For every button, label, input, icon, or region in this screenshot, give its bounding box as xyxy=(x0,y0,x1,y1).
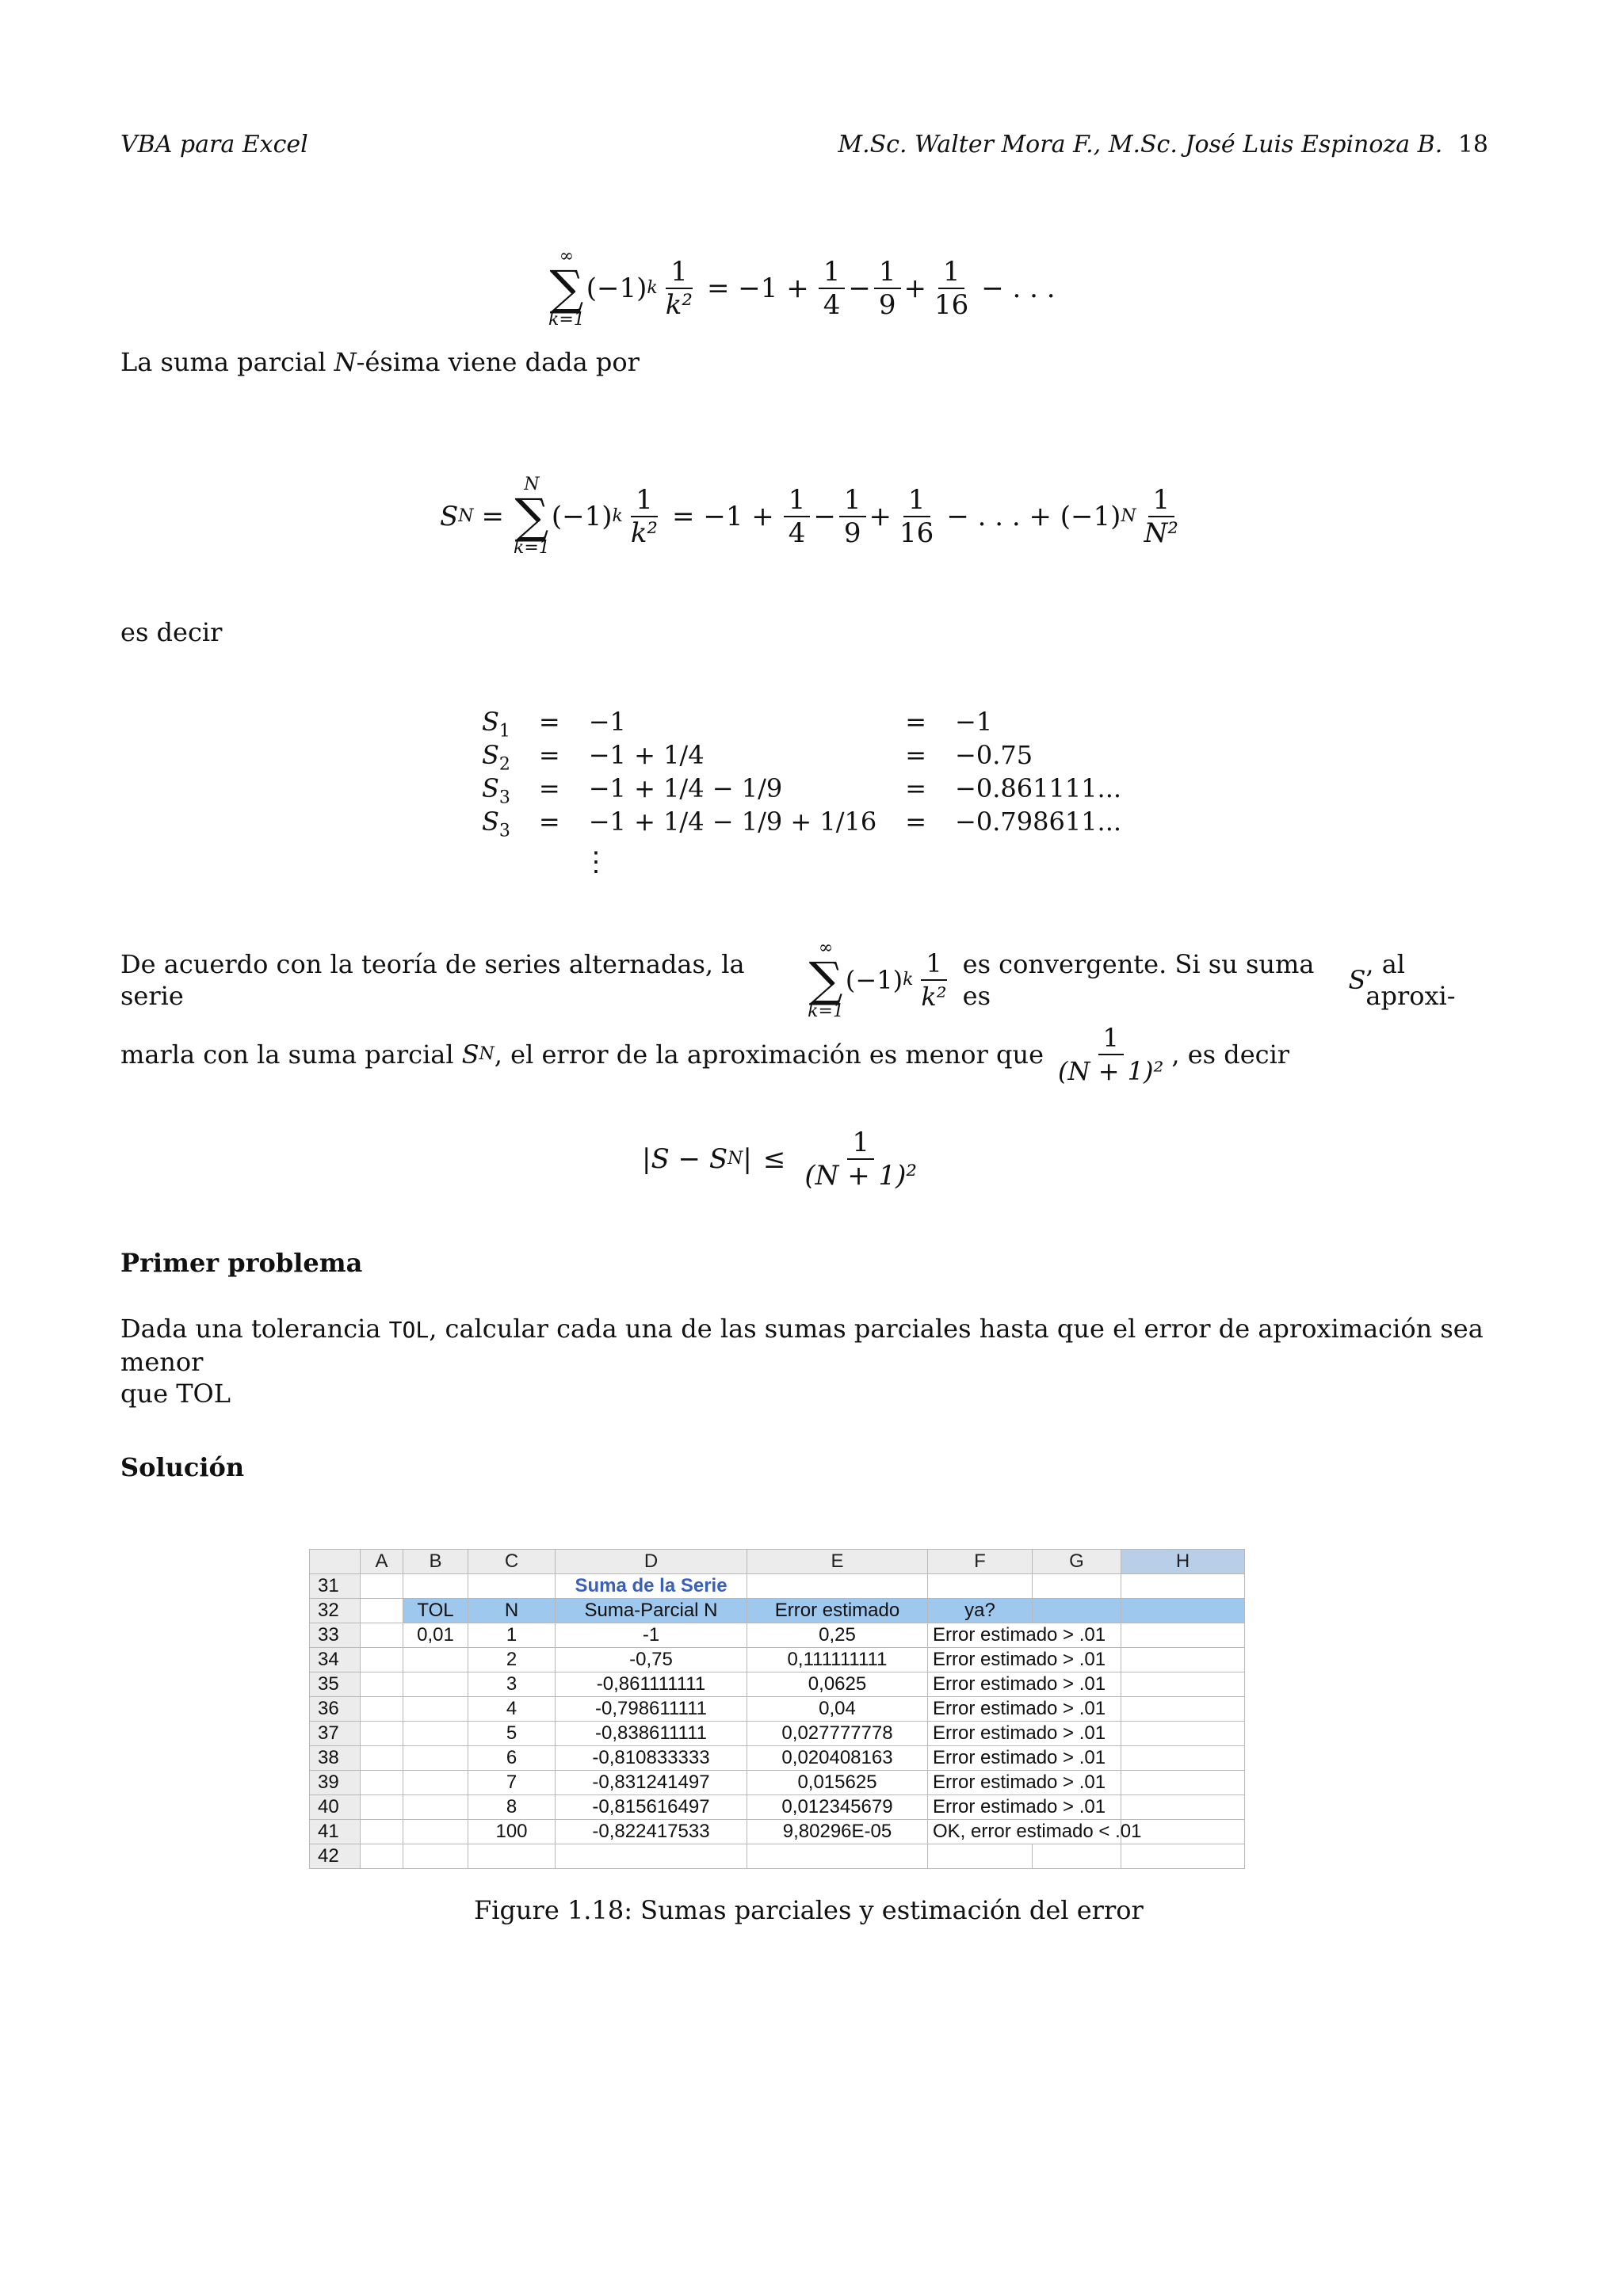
section-heading-problem: Primer problema xyxy=(120,1248,363,1278)
rhs-start: = −1 + xyxy=(672,501,774,532)
sign-term: (−1) xyxy=(586,273,647,304)
numerator: 1 xyxy=(921,948,946,981)
lhs: |S − S xyxy=(642,1143,728,1175)
summation-symbol xyxy=(514,475,550,558)
cell-error[interactable]: 0,020408163 xyxy=(747,1746,928,1771)
cell-a[interactable] xyxy=(361,1771,403,1795)
operator: + xyxy=(869,501,892,532)
row-header[interactable]: 36 xyxy=(310,1697,361,1722)
header-authors: M.Sc. Walter Mora F., M.Sc. José Luis Espinoza B. xyxy=(838,131,1443,158)
page-number: 18 xyxy=(1457,131,1488,158)
cell-n[interactable]: 3 xyxy=(468,1672,556,1697)
numerator: 1 xyxy=(903,484,930,517)
operator: ≤ xyxy=(762,1143,786,1175)
numerator: 1 xyxy=(839,484,866,517)
sheet-title-cell[interactable]: Suma de la Serie xyxy=(556,1574,747,1599)
paragraph-partial-sum xyxy=(120,346,640,378)
column-header-g[interactable]: G xyxy=(1033,1550,1121,1574)
denominator: 4 xyxy=(823,289,841,321)
cell-partial-sum[interactable]: -1 xyxy=(556,1623,747,1648)
cell-error[interactable]: 0,027777778 xyxy=(747,1722,928,1746)
cell-tol[interactable] xyxy=(403,1795,468,1820)
cell-tol[interactable] xyxy=(403,1746,468,1771)
operator: = xyxy=(481,501,505,532)
cell-h[interactable] xyxy=(1121,1844,1245,1869)
text: , el error de la aproximación es menor que xyxy=(494,1039,1044,1070)
fraction xyxy=(800,1127,922,1192)
row-header[interactable]: 41 xyxy=(310,1820,361,1844)
fraction xyxy=(1140,484,1183,549)
sigma-icon: ∑ xyxy=(808,952,843,1008)
sheet-row xyxy=(310,1746,1245,1771)
header-error[interactable]: Error estimado xyxy=(747,1599,928,1623)
ellipsis: − . . . xyxy=(981,273,1056,304)
partial-sum-expression: −1 xyxy=(588,707,626,737)
numerator: 1 xyxy=(1148,484,1175,517)
cell-status[interactable]: Error estimado > .01 xyxy=(928,1771,1121,1795)
summation-symbol xyxy=(808,939,844,1021)
cell-status[interactable]: Error estimado > .01 xyxy=(928,1672,1121,1697)
sheet-row xyxy=(310,1820,1245,1844)
partial-sum-row xyxy=(468,772,1136,805)
cell-status[interactable]: Error estimado > .01 xyxy=(928,1746,1121,1771)
text: es convergente. Si su suma es xyxy=(962,949,1315,1011)
cell-status[interactable]: Error estimado > .01 xyxy=(928,1795,1121,1820)
cell-h[interactable] xyxy=(1121,1746,1245,1771)
math-var: S xyxy=(461,1039,479,1070)
row-header[interactable]: 37 xyxy=(310,1722,361,1746)
cell-partial-sum[interactable]: -0,861111111 xyxy=(556,1672,747,1697)
column-header-e[interactable]: E xyxy=(747,1550,928,1574)
cell-error[interactable]: 9,80296E-05 xyxy=(747,1820,928,1844)
numerator: 1 xyxy=(874,256,901,289)
fraction xyxy=(916,948,951,1013)
sheet-row xyxy=(310,1574,1245,1599)
cell-a[interactable] xyxy=(361,1623,403,1648)
row-header[interactable]: 39 xyxy=(310,1771,361,1795)
partial-sum-formula: S N = N ∑ k=1 (−1) k $\frac{1}{\text{k²}}$ = −1 + $\frac{1}{4}$ − $\frac{1}{9}$ + $\frac{1}{16}$ − . . . + (−1) N $\frac{1}{\text{N²}}$ xyxy=(440,475,1186,558)
fraction xyxy=(819,256,846,321)
cell-tol[interactable] xyxy=(403,1697,468,1722)
vertical-dots: ⋮ xyxy=(582,846,609,878)
fraction xyxy=(784,484,811,549)
cell-g[interactable] xyxy=(1033,1844,1121,1869)
fraction xyxy=(1053,1022,1168,1087)
equals: = xyxy=(538,773,560,803)
header-n[interactable]: N xyxy=(468,1599,556,1623)
cell-h[interactable] xyxy=(1121,1795,1245,1820)
cell-tol[interactable] xyxy=(403,1820,468,1844)
equals: = xyxy=(905,740,927,770)
cell-error[interactable]: 0,0625 xyxy=(747,1672,928,1697)
cell-n[interactable]: 8 xyxy=(468,1795,556,1820)
cell-error[interactable]: 0,04 xyxy=(747,1697,928,1722)
cell-error[interactable]: 0,111111111 xyxy=(747,1648,928,1672)
sum-lower-limit: k=1 xyxy=(808,1001,844,1021)
cell-b[interactable] xyxy=(403,1844,468,1869)
cell-partial-sum[interactable]: -0,810833333 xyxy=(556,1746,747,1771)
denominator: 9 xyxy=(878,289,896,321)
corner-cell[interactable] xyxy=(310,1550,361,1574)
partial-sum-value: −1 xyxy=(955,707,993,737)
cell-b[interactable] xyxy=(403,1574,468,1599)
cell-h[interactable] xyxy=(1121,1697,1245,1722)
cell-a[interactable] xyxy=(361,1672,403,1697)
equals: = xyxy=(538,707,560,737)
partial-sum-expression: −1 + 1/4 − 1/9 xyxy=(588,773,783,803)
cell-h[interactable] xyxy=(1121,1648,1245,1672)
numerator: 1 xyxy=(819,256,846,289)
cell-a[interactable] xyxy=(361,1844,403,1869)
spreadsheet-figure xyxy=(309,1549,1244,1867)
column-header-b[interactable]: B xyxy=(403,1550,468,1574)
partial-sum-value: −0.861111... xyxy=(955,773,1122,803)
cell-partial-sum[interactable]: -0,815616497 xyxy=(556,1795,747,1820)
sum-lower-limit: k=1 xyxy=(548,310,585,330)
cell-partial-sum[interactable]: -0,75 xyxy=(556,1648,747,1672)
math-var: S xyxy=(1348,965,1366,995)
cell-a[interactable] xyxy=(361,1820,403,1844)
operator: − xyxy=(848,273,871,304)
paragraph-problem xyxy=(120,1313,1499,1409)
cell-status[interactable]: Error estimado > .01 xyxy=(928,1722,1121,1746)
partial-sum-row xyxy=(468,738,1136,772)
sum-upper-limit: ∞ xyxy=(559,246,575,266)
denominator: N² xyxy=(1144,517,1179,549)
denominator: k² xyxy=(665,289,693,321)
ellipsis-term: − . . . + (−1) xyxy=(946,501,1121,532)
cell-error[interactable]: 0,25 xyxy=(747,1623,928,1648)
text: , es decir xyxy=(1171,1039,1290,1070)
cell-a[interactable] xyxy=(361,1697,403,1722)
sheet-row xyxy=(310,1795,1245,1820)
sigma-icon: ∑ xyxy=(549,261,584,316)
denominator: k² xyxy=(630,517,659,549)
cell-status[interactable]: Error estimado > .01 xyxy=(928,1697,1121,1722)
header-sum[interactable]: Suma-Parcial N xyxy=(556,1599,747,1623)
cell-status[interactable]: OK, error estimado < .01 xyxy=(928,1820,1121,1844)
text: -ésima viene dada por xyxy=(356,347,640,377)
equals: = xyxy=(538,807,560,837)
cell-tol[interactable] xyxy=(403,1722,468,1746)
math-var: N xyxy=(334,347,357,377)
row-header[interactable]: 42 xyxy=(310,1844,361,1869)
numerator: 1 xyxy=(784,484,811,517)
fraction xyxy=(661,256,697,321)
sign-term: (−1) xyxy=(845,965,903,995)
operator: − xyxy=(813,501,836,532)
partial-sum-label: $S_3$ xyxy=(482,807,510,841)
cell-n[interactable]: 5 xyxy=(468,1722,556,1746)
sigma-icon: ∑ xyxy=(514,489,549,544)
denominator: 9 xyxy=(843,517,861,549)
cell-a[interactable] xyxy=(361,1722,403,1746)
cell-a[interactable] xyxy=(361,1599,403,1623)
cell-a[interactable] xyxy=(361,1746,403,1771)
cell-e[interactable] xyxy=(747,1574,928,1599)
paragraph-error-bound: marla con la suma parcial S N , el error de la aproximación es menor que $\frac{1}{\text{(N + 1)²}}$ , es decir xyxy=(120,1023,1290,1086)
cell-f[interactable] xyxy=(928,1574,1033,1599)
numerator: 1 xyxy=(666,256,693,289)
sheet-row xyxy=(310,1672,1245,1697)
paragraph-es-decir: es decir xyxy=(120,617,223,647)
abs-bar: | xyxy=(743,1143,752,1175)
running-header-right xyxy=(838,131,1488,158)
cell-tol[interactable]: 0,01 xyxy=(403,1623,468,1648)
text: De acuerdo con la teoría de series alternadas, la serie xyxy=(120,949,745,1011)
numerator: 1 xyxy=(631,484,658,517)
column-header-h[interactable]: H xyxy=(1121,1550,1245,1574)
sheet-row xyxy=(310,1722,1245,1746)
sum-upper-limit: ∞ xyxy=(818,938,834,958)
column-header-a[interactable]: A xyxy=(361,1550,403,1574)
cell-h[interactable] xyxy=(1121,1574,1245,1599)
series-formula: ∞ ∑ k=1 (−1) k $\frac{1}{\text{k²}}$ = −1 + $\frac{1}{4}$ − $\frac{1}{9}$ + $\frac{1}{16}$ − . . . xyxy=(548,246,1056,330)
partial-sum-row xyxy=(468,805,1136,838)
text: Dada una tolerancia xyxy=(120,1314,389,1344)
partial-sum-row xyxy=(468,705,1136,738)
cell-partial-sum[interactable]: -0,831241497 xyxy=(556,1771,747,1795)
summation-symbol xyxy=(548,247,585,330)
cell-g[interactable] xyxy=(1033,1599,1121,1623)
text: marla con la suma parcial xyxy=(120,1039,454,1070)
sign-term: (−1) xyxy=(551,501,613,532)
cell-tol[interactable] xyxy=(403,1672,468,1697)
cell-g[interactable] xyxy=(1033,1574,1121,1599)
cell-tol[interactable] xyxy=(403,1771,468,1795)
cell-a[interactable] xyxy=(361,1648,403,1672)
numerator: 1 xyxy=(847,1127,874,1160)
fraction xyxy=(895,484,938,549)
lhs-var: S xyxy=(440,501,459,532)
partial-sum-expression: −1 + 1/4 − 1/9 + 1/16 xyxy=(588,807,877,837)
sheet-row xyxy=(310,1771,1245,1795)
cell-h[interactable] xyxy=(1121,1599,1245,1623)
row-header[interactable]: 35 xyxy=(310,1672,361,1697)
cell-e[interactable] xyxy=(747,1844,928,1869)
partial-sum-value: −0.798611... xyxy=(955,807,1122,837)
fraction xyxy=(930,256,973,321)
partial-sum-label: $S_3$ xyxy=(482,773,510,808)
error-inequality: |S − S N | ≤ $\frac{1}{\text{(N + 1)²}}$ xyxy=(642,1127,925,1192)
cell-n[interactable]: 7 xyxy=(468,1771,556,1795)
partial-sum-label: $S_2$ xyxy=(482,740,510,775)
equals: = xyxy=(905,707,927,737)
cell-h[interactable] xyxy=(1121,1623,1245,1648)
cell-error[interactable]: 0,012345679 xyxy=(747,1795,928,1820)
denominator: (N + 1)² xyxy=(1058,1056,1164,1086)
cell-partial-sum[interactable]: -0,798611111 xyxy=(556,1697,747,1722)
column-header-d[interactable]: D xyxy=(556,1550,747,1574)
partial-sum-expression: −1 + 1/4 xyxy=(588,740,705,770)
equals: = xyxy=(538,740,560,770)
cell-f[interactable] xyxy=(928,1844,1033,1869)
sheet-row xyxy=(310,1844,1245,1869)
header-tol[interactable]: TOL xyxy=(403,1599,468,1623)
cell-c[interactable] xyxy=(468,1844,556,1869)
column-header-f[interactable]: F xyxy=(928,1550,1033,1574)
text: que TOL xyxy=(120,1379,231,1409)
cell-d[interactable] xyxy=(556,1844,747,1869)
text: , calcular cada una de las sumas parciales hasta que el error de aproximación sea menor xyxy=(120,1314,1484,1377)
equals: = xyxy=(905,773,927,803)
row-header[interactable]: 32 xyxy=(310,1599,361,1623)
cell-error[interactable]: 0,015625 xyxy=(747,1771,928,1795)
cell-status[interactable]: Error estimado > .01 xyxy=(928,1623,1121,1648)
spreadsheet xyxy=(309,1549,1245,1869)
figure-caption: Figure 1.18: Sumas parciales y estimación del error xyxy=(474,1895,1144,1925)
fraction xyxy=(626,484,663,549)
row-header[interactable]: 31 xyxy=(310,1574,361,1599)
operator: + xyxy=(903,273,926,304)
cell-n[interactable]: 6 xyxy=(468,1746,556,1771)
sheet-row xyxy=(310,1697,1245,1722)
column-header-c[interactable]: C xyxy=(468,1550,556,1574)
cell-h[interactable] xyxy=(1121,1722,1245,1746)
row-header[interactable]: 34 xyxy=(310,1648,361,1672)
cell-a[interactable] xyxy=(361,1574,403,1599)
denominator: (N + 1)² xyxy=(804,1160,918,1192)
running-header-left: VBA para Excel xyxy=(120,131,308,158)
partial-sum-label: $S_1$ xyxy=(482,707,510,742)
partial-sum-value: −0.75 xyxy=(955,740,1033,770)
sheet-row xyxy=(310,1623,1245,1648)
denominator: 16 xyxy=(899,517,934,549)
header-ok[interactable]: ya? xyxy=(928,1599,1033,1623)
sheet-header-row xyxy=(310,1599,1245,1623)
cell-n[interactable]: 4 xyxy=(468,1697,556,1722)
paragraph-convergence: De acuerdo con la teoría de series alternadas, la serie ∞ ∑ k=1 (−1) k $\frac{1}{\text{k²}}$ es convergente. Si su suma es S , al aproxi- xyxy=(120,939,1499,1021)
code-tol: TOL xyxy=(388,1317,430,1343)
denominator: 16 xyxy=(934,289,969,321)
equals: = xyxy=(905,807,927,837)
cell-n[interactable]: 1 xyxy=(468,1623,556,1648)
numerator: 1 xyxy=(1098,1022,1124,1055)
cell-partial-sum[interactable]: -0,822417533 xyxy=(556,1820,747,1844)
denominator: 4 xyxy=(788,517,806,549)
fraction xyxy=(874,256,901,321)
cell-a[interactable] xyxy=(361,1795,403,1820)
section-heading-solution: Solución xyxy=(120,1452,245,1482)
sheet-row xyxy=(310,1648,1245,1672)
cell-c[interactable] xyxy=(468,1574,556,1599)
numerator: 1 xyxy=(938,256,965,289)
cell-tol[interactable] xyxy=(403,1648,468,1672)
cell-status[interactable]: Error estimado > .01 xyxy=(928,1648,1121,1672)
cell-partial-sum[interactable]: -0,838611111 xyxy=(556,1722,747,1746)
row-header[interactable]: 33 xyxy=(310,1623,361,1648)
cell-n[interactable]: 2 xyxy=(468,1648,556,1672)
row-header[interactable]: 40 xyxy=(310,1795,361,1820)
partial-sums-list xyxy=(468,705,1136,841)
fraction xyxy=(839,484,866,549)
denominator: k² xyxy=(921,982,947,1012)
cell-h[interactable] xyxy=(1121,1672,1245,1697)
rhs-start: = −1 + xyxy=(707,273,809,304)
text: La suma parcial xyxy=(120,347,334,377)
sum-upper-limit: N xyxy=(524,475,540,494)
cell-n[interactable]: 100 xyxy=(468,1820,556,1844)
text: , al aproxi- xyxy=(1365,949,1456,1011)
cell-h[interactable] xyxy=(1121,1771,1245,1795)
sum-lower-limit: k=1 xyxy=(514,538,550,558)
row-header[interactable]: 38 xyxy=(310,1746,361,1771)
